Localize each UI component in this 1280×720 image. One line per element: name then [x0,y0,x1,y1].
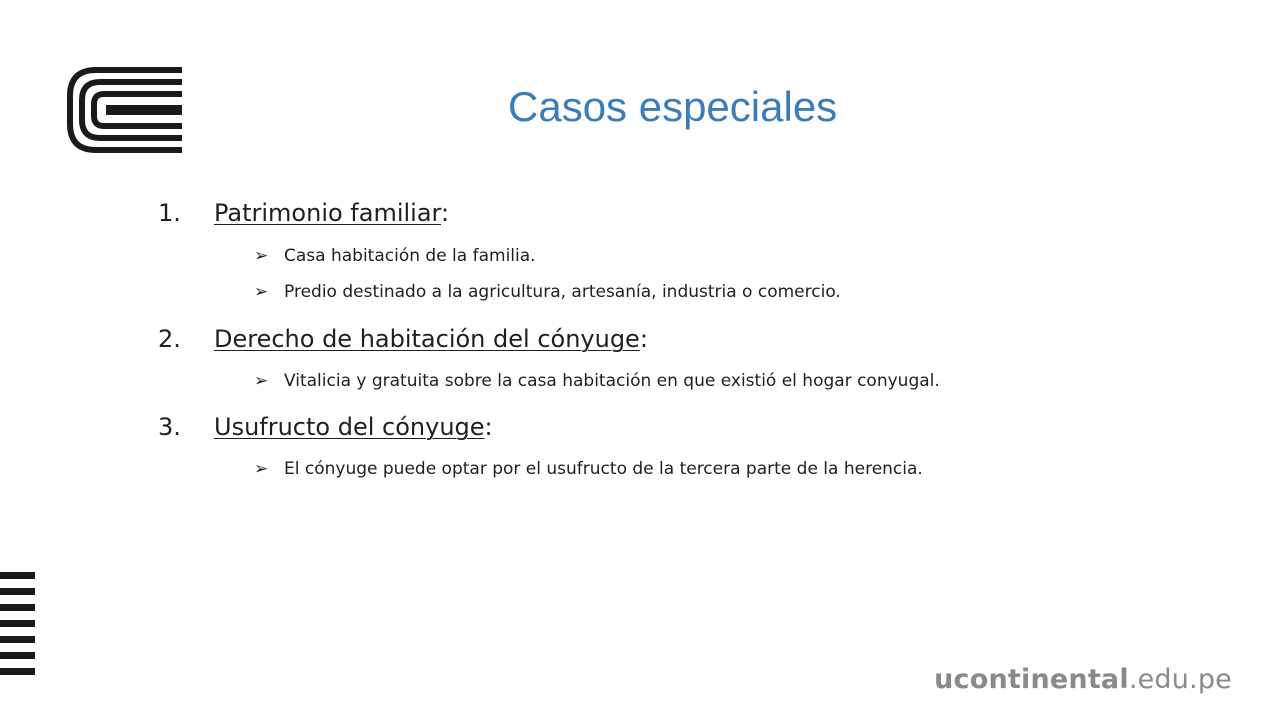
footer-brand-domain: .edu.pe [1128,664,1232,695]
footer-brand-bold: ucontinental [934,664,1129,695]
bullet-text: Vitalicia y gratuita sobre la casa habitación en que existió el hogar conyugal. [284,371,940,391]
list-bullet [254,371,940,391]
item-number: 1. [158,199,181,227]
item-heading-suffix: : [441,199,450,227]
stripes-decoration-icon [0,572,36,682]
item-heading-label: Usufructo del cónyuge [214,413,485,441]
bullet-text: Casa habitación de la familia. [284,246,536,266]
list-item-heading [158,413,493,441]
item-number: 2. [158,325,181,353]
item-heading-suffix: : [484,413,493,441]
item-heading-suffix: : [639,325,648,353]
footer-brand [934,664,1232,695]
list-item-heading [158,199,449,227]
list-bullet [254,246,536,266]
list-bullet [254,459,923,479]
item-heading-label: Derecho de habitación del cónyuge [214,325,640,353]
item-number: 3. [158,413,181,441]
list-bullet [254,282,841,302]
bullet-text: Predio destinado a la agricultura, artesanía, industria o comercio. [284,282,841,302]
arrow-bullet-icon: ➢ [254,282,269,302]
item-heading-label: Patrimonio familiar [214,199,441,227]
list-item-heading [158,325,648,353]
arrow-bullet-icon: ➢ [254,459,269,479]
slide-title: Casos especiales [508,83,838,130]
arrow-bullet-icon: ➢ [254,371,269,391]
bullet-text: El cónyuge puede optar por el usufructo de la tercera parte de la herencia. [284,459,923,479]
arrow-bullet-icon: ➢ [254,246,269,266]
